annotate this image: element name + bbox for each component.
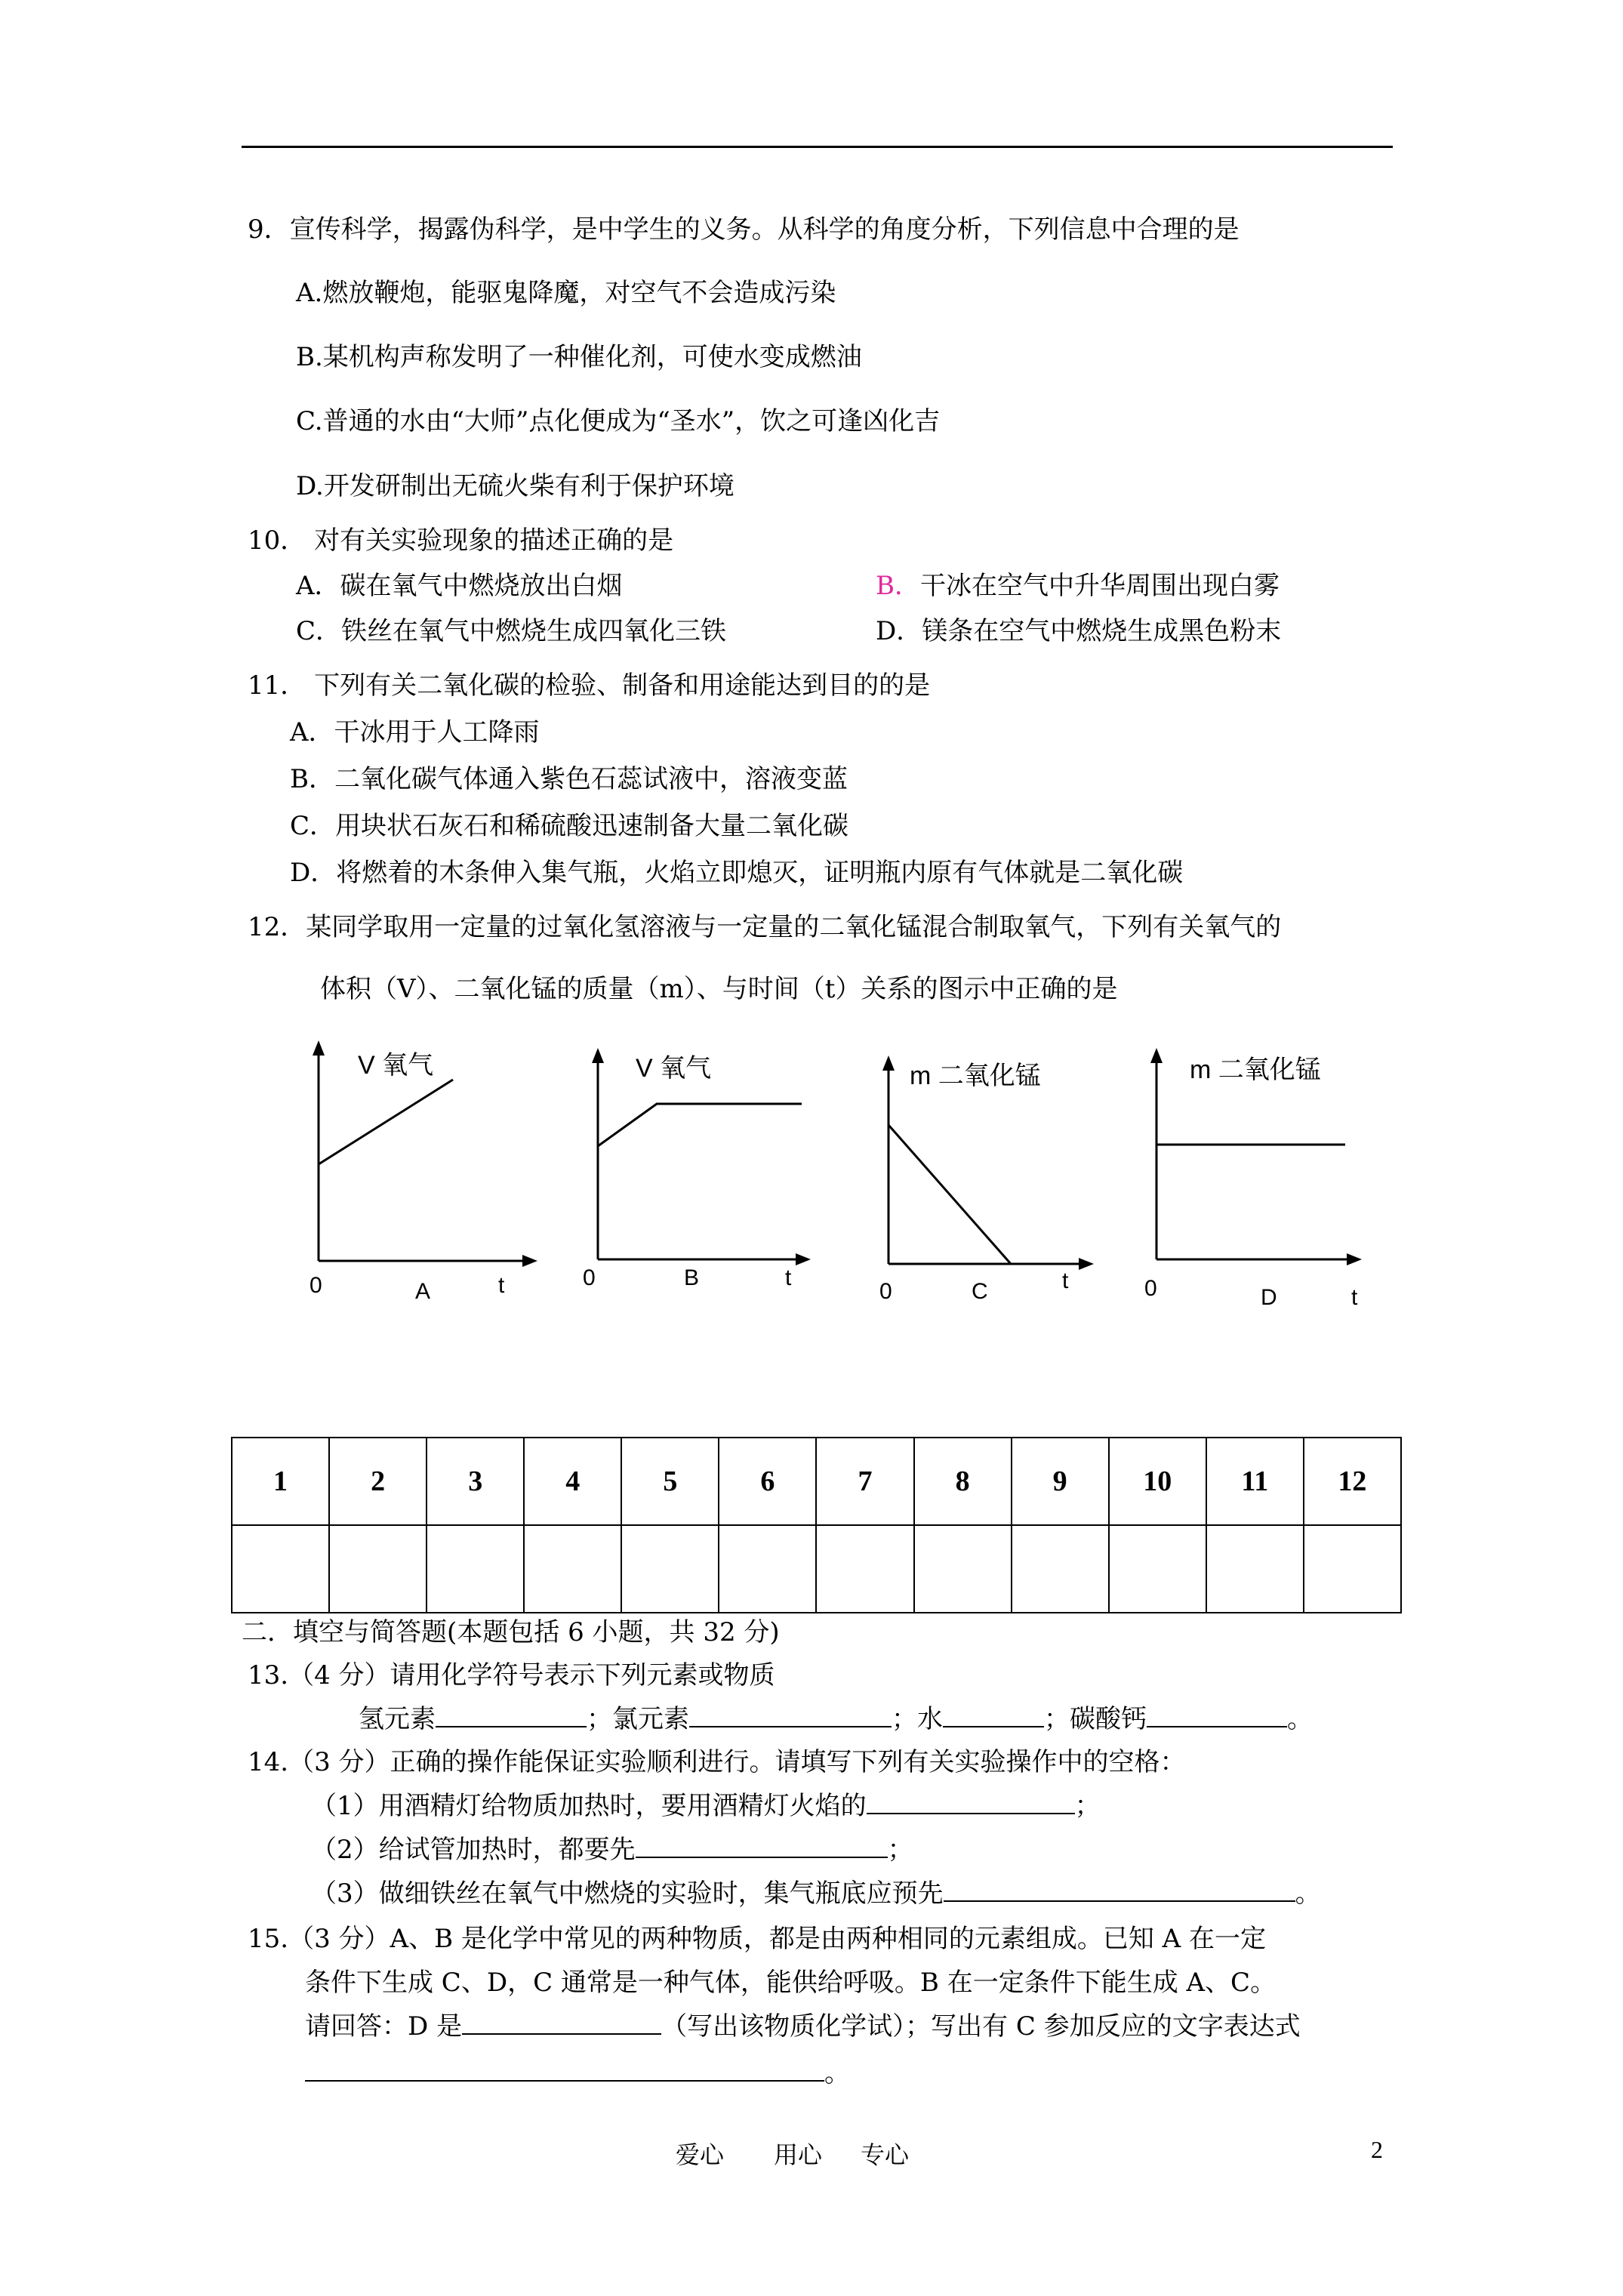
q13-blanks-line bbox=[359, 1703, 1313, 1736]
q9-option-a: A.燃放鞭炮，能驱鬼降魔，对空气不会造成污染 bbox=[296, 278, 836, 308]
q10-option-b-text: 干冰在空气中升华周围出现白雾 bbox=[920, 571, 1280, 601]
graph-b-curve bbox=[598, 1104, 802, 1146]
answer-table-header-cell: 12 bbox=[1304, 1438, 1401, 1525]
graph-d-y-arrow bbox=[1150, 1048, 1163, 1063]
q14-stem: 14.（3 分）正确的操作能保证实验顺利进行。请填写下列有关实验操作中的空格： bbox=[248, 1747, 1186, 1777]
q15-line4-end: 。 bbox=[824, 2058, 850, 2088]
answer-cell[interactable] bbox=[232, 1525, 329, 1613]
answer-cell[interactable] bbox=[1012, 1525, 1109, 1613]
q11-stem: 11． 下列有关二氧化碳的检验、制备和用途能达到目的的是 bbox=[248, 670, 931, 701]
answer-table-header-cell: 2 bbox=[329, 1438, 427, 1525]
q10-option-a: A．碳在氧气中燃烧放出白烟 bbox=[296, 571, 623, 601]
graph-c-ylabel: m 二氧化锰 bbox=[910, 1062, 1041, 1090]
graph-d-xlabel: t bbox=[1351, 1285, 1358, 1306]
answer-table-header-cell: 9 bbox=[1012, 1438, 1109, 1525]
answer-cell[interactable] bbox=[427, 1525, 524, 1613]
graph-c bbox=[857, 1034, 1106, 1306]
footer-motto-2: 用心 bbox=[774, 2140, 823, 2169]
answer-table-header-row bbox=[232, 1438, 1401, 1525]
q10-option-c: C．铁丝在氧气中燃烧生成四氧化三铁 bbox=[296, 616, 727, 646]
q13-chlorine-blank[interactable] bbox=[689, 1703, 892, 1727]
graph-b-xlabel: t bbox=[785, 1265, 792, 1290]
graph-a-y-arrow bbox=[313, 1040, 325, 1056]
q15-line3 bbox=[305, 2010, 1301, 2043]
q9-option-c: C.普通的水由“大师”点化便成为“圣水”，饮之可逢凶化吉 bbox=[296, 406, 941, 436]
graph-c-x-arrow bbox=[1079, 1258, 1094, 1270]
q14-item1-end: ； bbox=[1074, 1791, 1101, 1821]
graph-b-x-arrow bbox=[796, 1253, 811, 1265]
q13-hydrogen-label: 氢元素 bbox=[359, 1704, 436, 1734]
answer-table-header-cell: 10 bbox=[1109, 1438, 1206, 1525]
q9-option-b: B.某机构声称发明了一种催化剂，可使水变成燃油 bbox=[296, 342, 862, 372]
answer-cell[interactable] bbox=[1206, 1525, 1304, 1613]
q10-option-d: D．镁条在空气中燃烧生成黑色粉末 bbox=[876, 616, 1282, 646]
q11-option-c: C．用块状石灰石和稀硫酸迅速制备大量二氧化碳 bbox=[290, 811, 849, 841]
graph-c-y-arrow bbox=[882, 1056, 895, 1071]
q12-stem-line2: 体积（V）、二氧化锰的质量（m）、与时间（t）关系的图示中正确的是 bbox=[320, 974, 1118, 1004]
graph-a-curve bbox=[319, 1080, 453, 1164]
graph-b-letter: B bbox=[684, 1265, 700, 1290]
q12-stem-line1: 12．某同学取用一定量的过氧化氢溶液与一定量的二氧化锰混合制取氧气，下列有关氧气的 bbox=[248, 912, 1282, 942]
graph-d-ylabel: m 二氧化锰 bbox=[1190, 1056, 1321, 1084]
q14-item1-text: （1）用酒精灯给物质加热时，要用酒精灯火焰的 bbox=[311, 1791, 867, 1821]
answer-table-answer-row bbox=[232, 1525, 1401, 1613]
q13-end-mark: 。 bbox=[1287, 1704, 1313, 1734]
q11-option-a: A．干冰用于人工降雨 bbox=[290, 717, 540, 747]
q13-stem: 13.（4 分）请用化学符号表示下列元素或物质 bbox=[248, 1660, 775, 1690]
graph-a-xlabel: t bbox=[498, 1273, 505, 1298]
q15-line4 bbox=[305, 2057, 850, 2090]
answer-table-header-cell: 4 bbox=[524, 1438, 621, 1525]
graph-b-y-arrow bbox=[592, 1048, 604, 1063]
q15-expression-blank[interactable] bbox=[305, 2057, 824, 2082]
answer-cell[interactable] bbox=[329, 1525, 427, 1613]
q11-option-d: D．将燃着的木条伸入集气瓶，火焰立即熄灭，证明瓶内原有气体就是二氧化碳 bbox=[290, 858, 1184, 888]
graph-a-letter: A bbox=[415, 1279, 431, 1304]
q9-stem: 9．宣传科学，揭露伪科学，是中学生的义务。从科学的角度分析，下列信息中合理的是 bbox=[248, 214, 1240, 245]
answer-cell[interactable] bbox=[1109, 1525, 1206, 1613]
answer-cell[interactable] bbox=[621, 1525, 719, 1613]
q13-water-label: ；水 bbox=[892, 1704, 943, 1734]
graph-c-curve bbox=[888, 1125, 1011, 1264]
q15-line3-suffix: （写出该物质化学试）；写出有 C 参加反应的文字表达式 bbox=[661, 2011, 1301, 2042]
graph-b-ylabel: V 氧气 bbox=[636, 1054, 712, 1083]
q13-water-blank[interactable] bbox=[943, 1703, 1044, 1727]
graph-a-ylabel: V 氧气 bbox=[358, 1051, 434, 1080]
q15-line3-prefix: 请回答：D 是 bbox=[305, 2011, 463, 2042]
q11-option-b: B．二氧化碳气体通入紫色石蕊试液中，溶液变蓝 bbox=[290, 764, 848, 794]
q14-item3-text: （3）做细铁丝在氧气中燃烧的实验时，集气瓶底应预先 bbox=[311, 1878, 944, 1909]
graph-b-origin: 0 bbox=[583, 1265, 596, 1290]
answer-table-header-cell: 7 bbox=[816, 1438, 913, 1525]
answer-table-header-cell: 8 bbox=[914, 1438, 1012, 1525]
q13-calcium-carbonate-blank[interactable] bbox=[1147, 1703, 1287, 1727]
page-number: 2 bbox=[1371, 2136, 1383, 2163]
q10-stem: 10． 对有关实验现象的描述正确的是 bbox=[248, 525, 674, 556]
q14-item2 bbox=[311, 1833, 913, 1866]
q15-line2: 条件下生成 C、D，C 通常是一种气体，能供给呼吸。B 在一定条件下能生成 A、C。 bbox=[305, 1968, 1277, 1998]
q13-hydrogen-blank[interactable] bbox=[436, 1703, 587, 1727]
q13-calcium-carbonate-label: ；碳酸钙 bbox=[1044, 1704, 1147, 1734]
q13-chlorine-label: ；氯元素 bbox=[587, 1704, 689, 1734]
graph-d-origin: 0 bbox=[1144, 1276, 1157, 1301]
answer-table bbox=[231, 1437, 1402, 1613]
q10-option-b-letter: B． bbox=[876, 571, 920, 601]
q15-d-blank[interactable] bbox=[462, 2011, 661, 2035]
answer-table-header-cell: 3 bbox=[427, 1438, 524, 1525]
answer-cell[interactable] bbox=[719, 1525, 816, 1613]
q15-line1: 15.（3 分）A、B 是化学中常见的两种物质，都是由两种相同的元素组成。已知 A 在一定 bbox=[248, 1924, 1267, 1954]
answer-cell[interactable] bbox=[816, 1525, 913, 1613]
q14-item2-end: ； bbox=[887, 1835, 913, 1865]
graph-b bbox=[574, 1034, 823, 1306]
q14-item2-text: （2）给试管加热时，都要先 bbox=[311, 1835, 636, 1865]
graph-d bbox=[1125, 1034, 1374, 1306]
section2-title: 二．填空与简答题(本题包括 6 小题，共 32 分) bbox=[242, 1617, 780, 1647]
answer-table-header-cell: 1 bbox=[232, 1438, 329, 1525]
footer-motto-3: 专心 bbox=[861, 2140, 910, 2169]
q14-item3-end: 。 bbox=[1295, 1878, 1321, 1909]
graph-d-x-arrow bbox=[1347, 1253, 1362, 1265]
graph-c-origin: 0 bbox=[879, 1279, 892, 1304]
graph-c-letter: C bbox=[972, 1279, 988, 1304]
graph-a-x-arrow bbox=[522, 1255, 537, 1267]
q9-option-d: D.开发研制出无硫火柴有利于保护环境 bbox=[296, 471, 735, 501]
answer-table-header-cell: 5 bbox=[621, 1438, 719, 1525]
answer-cell[interactable] bbox=[914, 1525, 1012, 1613]
q14-item3 bbox=[311, 1877, 1321, 1910]
q10-option-b bbox=[876, 569, 1280, 603]
answer-cell[interactable] bbox=[524, 1525, 621, 1613]
q14-item1 bbox=[311, 1789, 1101, 1823]
answer-cell[interactable] bbox=[1304, 1525, 1401, 1613]
answer-table-header-cell: 11 bbox=[1206, 1438, 1304, 1525]
graph-c-xlabel: t bbox=[1062, 1268, 1069, 1293]
q14-item2-blank[interactable] bbox=[636, 1834, 888, 1858]
graph-d-letter: D bbox=[1261, 1285, 1277, 1306]
graph-a bbox=[302, 1034, 551, 1306]
answer-table-header-cell: 6 bbox=[719, 1438, 816, 1525]
graph-a-origin: 0 bbox=[310, 1273, 322, 1298]
q14-item3-blank[interactable] bbox=[944, 1878, 1295, 1902]
q14-item1-blank[interactable] bbox=[867, 1790, 1075, 1814]
footer-motto-1: 爱心 bbox=[676, 2140, 725, 2169]
header-rule bbox=[242, 146, 1393, 148]
